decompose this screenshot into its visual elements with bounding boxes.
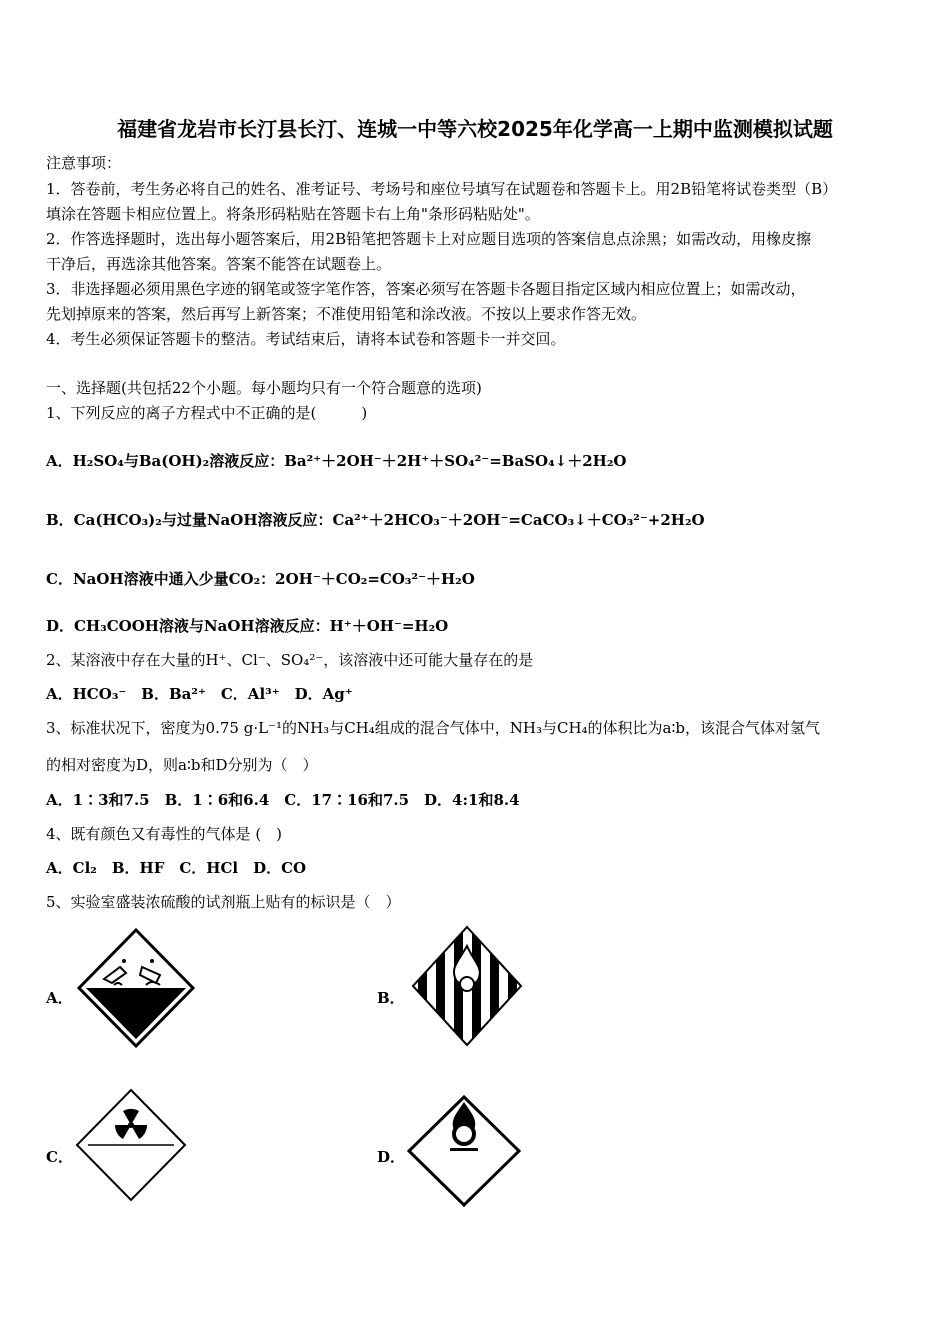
- q1-option-b: B．Ca(HCO₃)₂与过量NaOH溶液反应：Ca²⁺＋2HCO₃⁻＋2OH⁻=CaCO₃↓＋CO₃²⁻+2H₂O: [46, 511, 705, 529]
- q5-stem: 5、实验室盛装浓硫酸的试剂瓶上贴有的标识是（ ）: [46, 893, 401, 911]
- notice-line-5: 3．非选择题必须用黑色字迹的钢笔或签字笔作答，答案必须写在答题卡各题目指定区域内相应位置上；如需改动，: [46, 280, 806, 298]
- q4-stem: 4、既有颜色又有毒性的气体是 ( ): [46, 825, 283, 843]
- notice-line-1: 1．答卷前，考生务必将自己的姓名、准考证号、考场号和座位号填写在试题卷和答题卡上。用2B铅笔将试卷类型（B）: [46, 180, 838, 198]
- q5-option-b-label: B．: [377, 989, 405, 1007]
- q4-options: A．Cl₂ B．HF C．HCl D．CO: [46, 859, 307, 877]
- q5-option-c-label: C．: [46, 1148, 73, 1166]
- q3-options: A．1∶3和7.5 B．1∶6和6.4 C．17∶16和7.5 D．4:1和8.4: [46, 791, 520, 809]
- q1-option-d: D．CH₃COOH溶液与NaOH溶液反应：H⁺＋OH⁻=H₂O: [46, 617, 449, 635]
- q5-option-a-label: A．: [46, 989, 73, 1007]
- flammable-solid-hazard-icon: [410, 924, 524, 1048]
- notice-line-2: 填涂在答题卡相应位置上。将条形码粘贴在答题卡右上角"条形码粘贴处"。: [46, 205, 540, 223]
- page-title: 福建省龙岩市长汀县长汀、连城一中等六校2025年化学高一上期中监测模拟试题: [117, 117, 833, 141]
- notice-line-3: 2．作答选择题时，选出每小题答案后，用2B铅笔把答题卡上对应题目选项的答案信息点涂黑；如需改动，用橡皮擦: [46, 230, 812, 248]
- radioactive-hazard-icon: [74, 1087, 188, 1203]
- q3-stem-line-1: 3、标准状况下，密度为0.75 g·L⁻¹的NH₃与CH₄组成的混合气体中，NH₃与CH₄的体积比为a∶b，该混合气体对氢气: [46, 719, 821, 737]
- notice-line-6: 先划掉原来的答案，然后再写上新答案；不准使用铅笔和涂改液。不按以上要求作答无效。: [46, 305, 647, 323]
- notice-line-4: 干净后，再选涂其他答案。答案不能答在试题卷上。: [46, 255, 392, 273]
- corrosive-hazard-icon: [76, 927, 196, 1049]
- notice-line-7: 4．考生必须保证答题卡的整洁。考试结束后，请将本试卷和答题卡一并交回。: [46, 330, 566, 348]
- q1-option-a: A．H₂SO₄与Ba(OH)₂溶液反应：Ba²⁺＋2OH⁻＋2H⁺＋SO₄²⁻=BaSO₄↓＋2H₂O: [46, 452, 627, 470]
- q2-options: A．HCO₃⁻ B．Ba²⁺ C．Al³⁺ D．Ag⁺: [46, 685, 353, 703]
- q2-stem: 2、某溶液中存在大量的H⁺、Cl⁻、SO₄²⁻，该溶液中还可能大量存在的是: [46, 651, 534, 669]
- q3-stem-line-2: 的相对密度为D，则a∶b和D分别为（ ）: [46, 756, 318, 774]
- q1-option-c: C．NaOH溶液中通入少量CO₂：2OH⁻＋CO₂=CO₃²⁻＋H₂O: [46, 570, 475, 588]
- q1-stem: 1、下列反应的离子方程式中不正确的是( ): [46, 404, 368, 422]
- oxidizer-hazard-icon: [406, 1094, 522, 1208]
- q5-option-d-label: D．: [377, 1148, 406, 1166]
- section-heading: 一、选择题(共包括22个小题。每小题均只有一个符合题意的选项): [46, 379, 482, 397]
- notice-heading: 注意事项：: [46, 154, 122, 172]
